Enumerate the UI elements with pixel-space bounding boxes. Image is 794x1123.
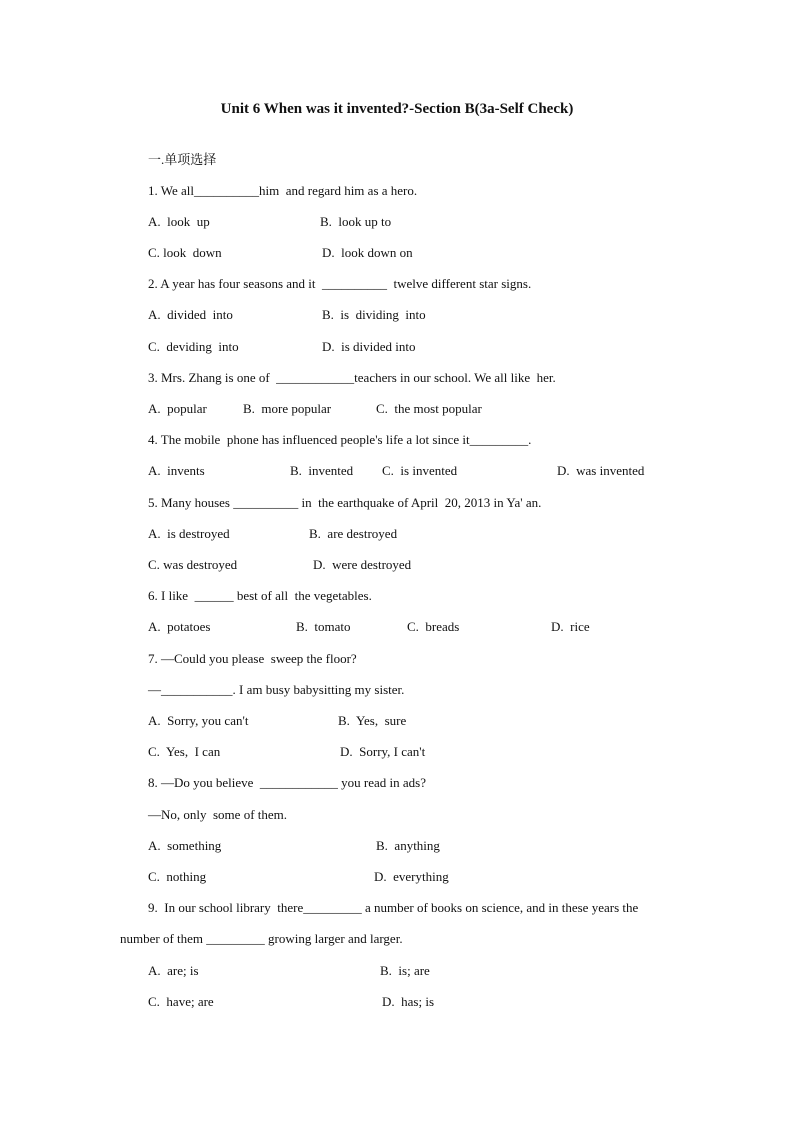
question-1-option-d[interactable]: D. look down on xyxy=(322,245,413,260)
question-7-stem: 7. —Could you please sweep the floor? xyxy=(148,651,357,666)
question-1-option-a[interactable]: A. look up xyxy=(148,214,210,229)
question-9-stem: 9. In our school library there_________ a number of books on science, and in these years the xyxy=(148,900,639,915)
question-9-option-c[interactable]: C. have; are xyxy=(148,994,214,1009)
question-5-stem: 5. Many houses __________ in the earthquake of April 20, 2013 in Ya' an. xyxy=(148,495,542,510)
question-9-option-d[interactable]: D. has; is xyxy=(382,994,434,1009)
question-5-option-b[interactable]: B. are destroyed xyxy=(309,526,398,541)
question-2-option-d[interactable]: D. is divided into xyxy=(322,339,416,354)
question-3-option-c[interactable]: C. the most popular xyxy=(376,401,482,416)
question-2-option-b[interactable]: B. is dividing into xyxy=(322,307,426,322)
question-6-option-d[interactable]: D. rice xyxy=(551,619,590,634)
question-8-option-b[interactable]: B. anything xyxy=(376,838,440,853)
question-9-option-a[interactable]: A. are; is xyxy=(148,963,199,978)
question-6-option-a[interactable]: A. potatoes xyxy=(148,619,211,634)
question-6-option-b[interactable]: B. tomato xyxy=(296,619,351,634)
section-heading: 一.单项选择 xyxy=(148,152,217,167)
question-8-option-c[interactable]: C. nothing xyxy=(148,869,207,884)
question-5-option-a[interactable]: A. is destroyed xyxy=(148,526,230,541)
question-4-stem: 4. The mobile phone has influenced people's life a lot since it_________. xyxy=(148,432,532,447)
question-6-option-c[interactable]: C. breads xyxy=(407,619,460,634)
question-4-option-c[interactable]: C. is invented xyxy=(382,463,458,478)
question-5-option-c[interactable]: C. was destroyed xyxy=(148,557,238,572)
question-2-stem: 2. A year has four seasons and it __________ twelve different star signs. xyxy=(148,276,532,291)
question-4-option-a[interactable]: A. invents xyxy=(148,463,205,478)
question-7-option-c[interactable]: C. Yes, I can xyxy=(148,744,221,759)
question-8-response: —No, only some of them. xyxy=(148,807,288,822)
question-2-option-c[interactable]: C. deviding into xyxy=(148,339,239,354)
question-1-option-c[interactable]: C. look down xyxy=(148,245,222,260)
question-7-option-b[interactable]: B. Yes, sure xyxy=(338,713,407,728)
question-8-option-d[interactable]: D. everything xyxy=(374,869,449,884)
question-1-option-b[interactable]: B. look up to xyxy=(320,214,392,229)
question-6-stem: 6. I like ______ best of all the vegetables. xyxy=(148,588,372,603)
question-7-option-a[interactable]: A. Sorry, you can't xyxy=(148,713,249,728)
question-3-option-a[interactable]: A. popular xyxy=(148,401,207,416)
question-3-option-b[interactable]: B. more popular xyxy=(243,401,332,416)
question-3-stem: 3. Mrs. Zhang is one of ____________teachers in our school. We all like her. xyxy=(148,370,556,385)
question-7-response: —___________. I am busy babysitting my sister. xyxy=(148,682,405,697)
question-1-stem: 1. We all__________him and regard him as a hero. xyxy=(148,183,418,198)
question-2-option-a[interactable]: A. divided into xyxy=(148,307,233,322)
question-8-stem: 8. —Do you believe ____________ you read in ads? xyxy=(148,775,427,790)
question-9-option-b[interactable]: B. is; are xyxy=(380,963,430,978)
question-8-option-a[interactable]: A. something xyxy=(148,838,222,853)
question-5-option-d[interactable]: D. were destroyed xyxy=(313,557,412,572)
question-7-option-d[interactable]: D. Sorry, I can't xyxy=(340,744,426,759)
question-9-stem-continued: number of them _________ growing larger and larger. xyxy=(120,931,403,946)
page-title: Unit 6 When was it invented?-Section B(3a-Self Check) xyxy=(220,101,574,117)
question-4-option-b[interactable]: B. invented xyxy=(290,463,354,478)
question-4-option-d[interactable]: D. was invented xyxy=(557,463,645,478)
